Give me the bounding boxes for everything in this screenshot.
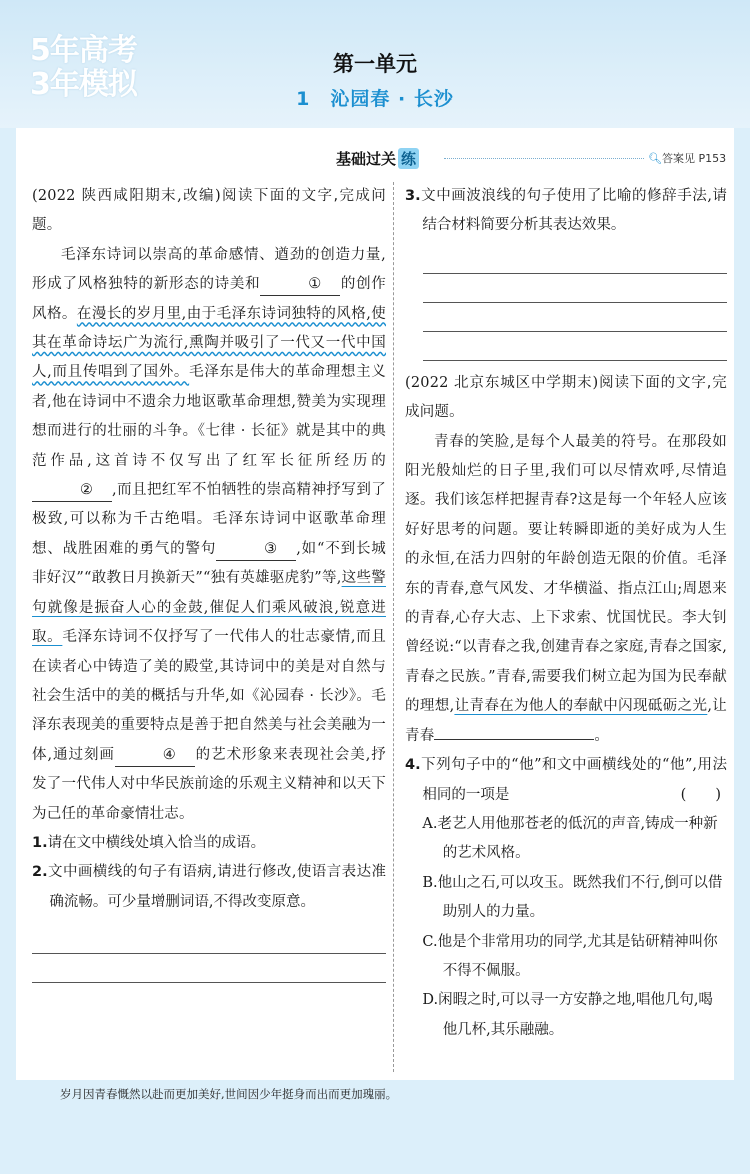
underlined-sentence: 这些警句就像是振奋人心的金鼓,催促人们乘风破浪,锐意进取。 <box>32 570 386 646</box>
question-1: 1.请在文中横线处填入恰当的成语。 <box>32 834 266 851</box>
underlined-phrase: 让青春在为他人的奉献中闪现砥砺之光 <box>454 698 708 715</box>
answer-line[interactable] <box>32 925 386 954</box>
magnifier-icon: 🔍︎ <box>648 152 662 165</box>
answer-line[interactable] <box>32 954 386 983</box>
worksheet-page <box>16 128 734 1080</box>
blank-1[interactable]: ① <box>260 273 340 296</box>
blank-passage2[interactable] <box>434 739 594 740</box>
passage1-body: 毛泽东诗词以崇高的革命感情、遒劲的创造力量,形成了风格独特的新形态的诗美和 ① 的创作风格。在漫长的岁月里,由于毛泽东诗词独特的风格,使其在革命诗坛广为流行,熏陶并吸引了一代又一代中国人,而且传唱到了国外。毛泽东是伟大的革命理想主义者,他在诗词中不遗余力地讴歌革命理想,赞美为实现理想而进行的壮丽的斗争。《七律 · 长征》就是其中的典范作品,这首诗不仅写出了红军长征所经历的② ,而且把红军不怕牺牲的崇高精神抒写到了极致,可以称为千古绝唱。毛泽东诗词中讴歌革命理想、战胜困难的勇气的警句 ③ ,如“不到长城非好汉”“敢教日月换新天”“独有英雄驱虎豹”等,这些警句就像是振奋人心的金鼓,催促人们乘风破浪,锐意进取。毛泽东诗词不仅抒写了一代伟人的壮志豪情,而且在读者心中铸造了美的殿堂,其诗词中的美是对自然与社会生活中的美的概括与升华,如《沁园春 · 长沙》。毛泽东表现美的重要特点是善于把自然美与社会美融为一体,通过刻画 ④ 的艺术形象来表现社会美,抒发了一代伟人对中华民族前途的乐观主义精神和以天下为己任的革命豪情壮志。 <box>32 246 386 822</box>
answer-reference <box>648 150 726 166</box>
question-2: 2.文中画横线的句子有语病,请进行修改,使语言表达准确流畅。可少量增删词语,不得改变原意。 <box>32 864 386 910</box>
option-b[interactable]: B.他山之石,可以攻玉。既然我们不行,倒可以借助别人的力量。 <box>422 874 723 921</box>
answer-line[interactable] <box>423 332 727 361</box>
option-d[interactable]: D.闲暇之时,可以寻一方安静之地,唱他几句,喝他几杯,其乐融融。 <box>422 992 713 1038</box>
section-title: 基础过关 练 <box>336 148 419 169</box>
question-4: 4.下列句子中的“他”和文中画横线处的“他”,用法相同的一项是 ( ) <box>405 751 727 810</box>
section-badge: 练 <box>398 148 419 169</box>
answer-lines-q3 <box>423 245 727 361</box>
passage2-body: 青春的笑脸,是每个人最美的符号。在那段如阳光般灿烂的日子里,我们可以尽情欢呼,尽情追逐。我们该怎样把握青春?这是每一个年轻人应该好好思考的问题。要让转瞬即逝的美好成为人生的永恒,在活力四射的年龄创造无限的价值。毛泽东的青春,意气风发、才华横溢、指点江山;周恩来的青春,心存大志、上下求索、忧国忧民。李大钊曾经说:“以青春之我,创建青春之家庭,青春之国家,青春之民族。”青春,需要我们树立起为国为民奉献的理想,让青春在为他人的奉献中闪现砥砺之光,让青春 。 <box>405 433 727 744</box>
passage1-header: (2022 陕西咸阳期末,改编)阅读下面的文字,完成问题。 <box>32 188 387 234</box>
answer-line[interactable] <box>423 303 727 332</box>
section-header <box>16 146 734 172</box>
logo-line-2: 3年模拟 <box>30 67 137 102</box>
left-column <box>32 182 386 983</box>
option-a[interactable]: A.老艺人用他那苍老的低沉的声音,铸成一种新的艺术风格。 <box>422 815 718 862</box>
logo-line-1: 5年高考 <box>30 33 137 68</box>
unit-title: 第一单元 <box>333 52 417 76</box>
right-column <box>405 182 727 1045</box>
lesson-title: 1 沁园春 · 长沙 <box>296 88 454 110</box>
blank-2[interactable]: ② <box>32 479 112 502</box>
section-dotted-rule <box>444 158 644 159</box>
blank-4[interactable]: ④ <box>115 744 195 767</box>
answer-lines-q2 <box>32 925 386 983</box>
option-c[interactable]: C.他是个非常用功的同学,尤其是钻研精神叫你不得不佩服。 <box>422 933 718 979</box>
question-3: 3.文中画波浪线的句子使用了比喻的修辞手法,请结合材料简要分析其表达效果。 <box>405 188 727 234</box>
answer-line[interactable] <box>423 274 727 303</box>
answer-bracket[interactable]: ( ) <box>680 786 721 803</box>
answer-ref-text: 答案见 P153 <box>661 152 727 165</box>
blank-3[interactable]: ③ <box>216 538 296 561</box>
wavy-underlined-sentence: 在漫长的岁月里,由于毛泽东诗词独特的风格,使其在革命诗坛广为流行,熏陶并吸引了一代又一代中国人,而且传唱到了国外。 <box>32 305 386 381</box>
column-divider <box>393 182 394 1072</box>
footer-quote: 岁月因青春慨然以赴而更加美好,世间因少年挺身而出而更加瑰丽。 <box>60 1087 398 1101</box>
answer-line[interactable] <box>423 245 727 274</box>
passage2-header: (2022 北京东城区中学期末)阅读下面的文字,完成问题。 <box>405 374 727 421</box>
